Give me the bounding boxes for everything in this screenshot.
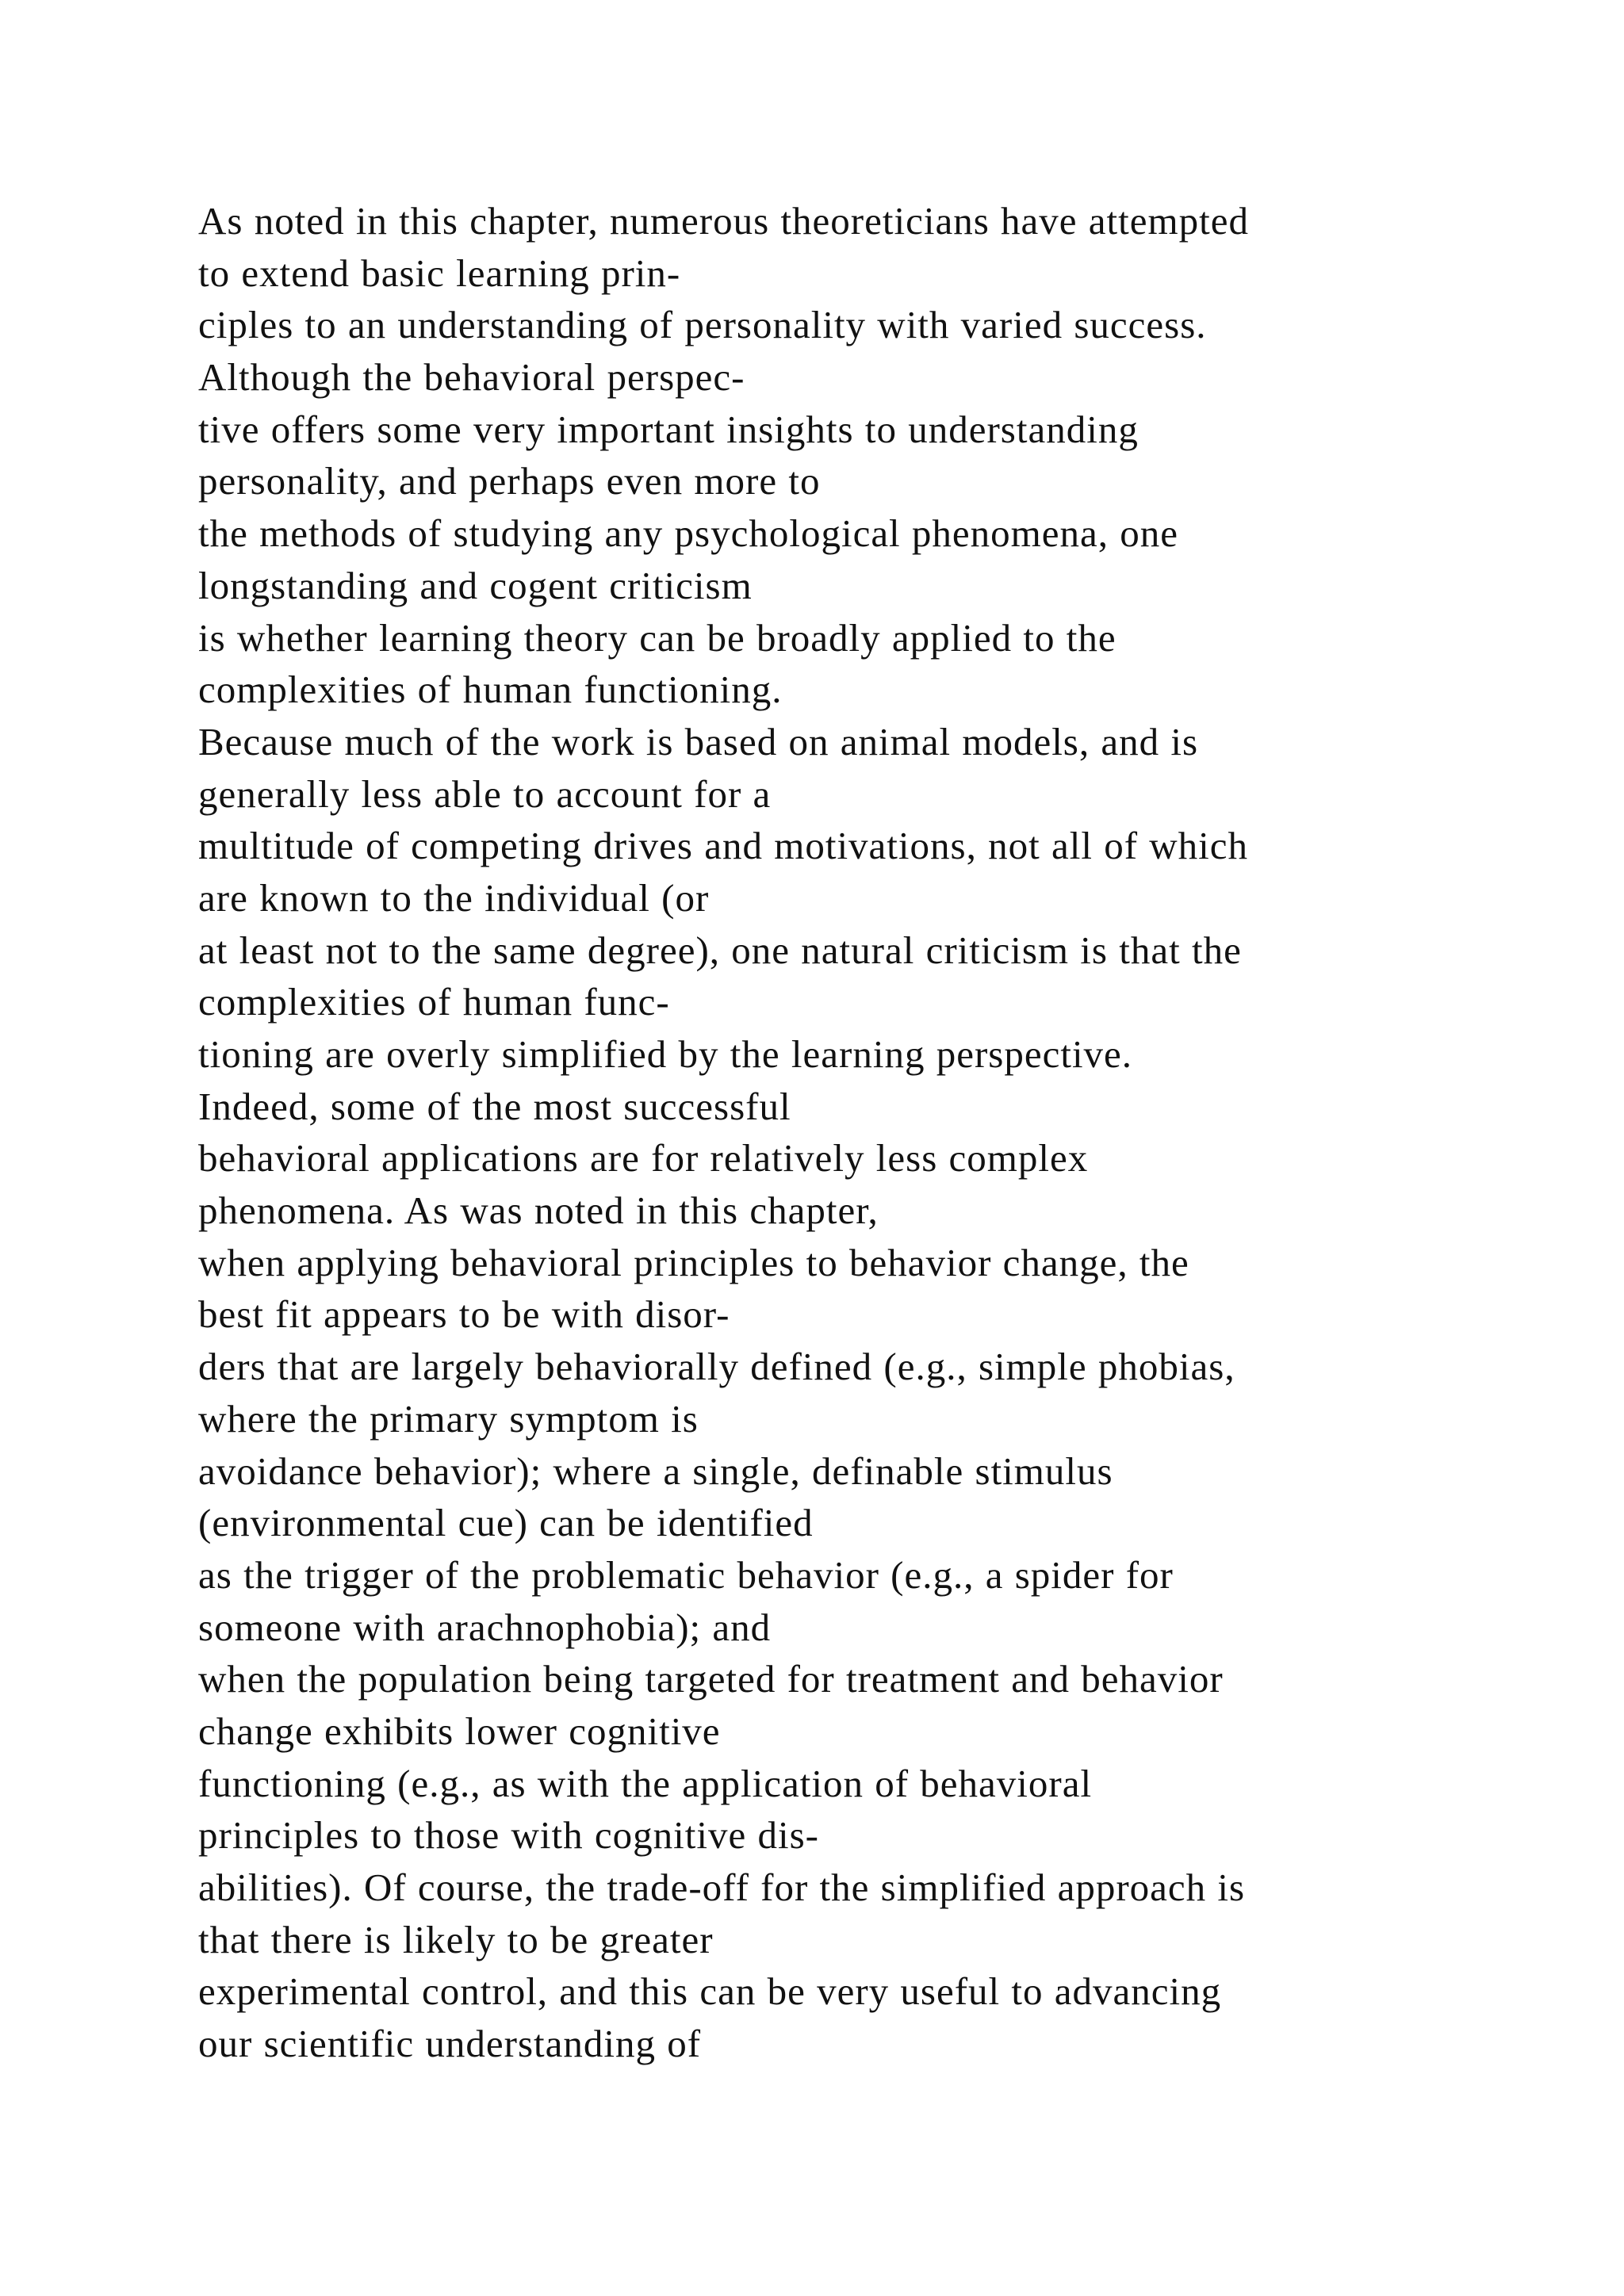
text-line: at least not to the same degree), one natural criticism is that the — [198, 928, 1242, 972]
text-line: change exhibits lower cognitive — [198, 1709, 721, 1753]
text-line: avoidance behavior); where a single, definable stimulus — [198, 1448, 1113, 1493]
text-line: someone with arachnophobia); and — [198, 1605, 772, 1649]
text-line: that there is likely to be greater — [198, 1917, 714, 1961]
text-line: principles to those with cognitive dis- — [198, 1813, 819, 1858]
text-line: functioning (e.g., as with the application of behavioral — [198, 1761, 1093, 1805]
text-line: experimental control, and this can be very useful to advancing — [198, 1969, 1222, 2014]
body-text — [198, 195, 1594, 2070]
text-line: abilities). Of course, the trade-off for the simplified approach is — [198, 1866, 1246, 1909]
text-line: phenomena. As was noted in this chapter, — [198, 1188, 879, 1233]
text-line: the methods of studying any psychological phenomena, one — [198, 511, 1179, 556]
text-line: best fit appears to be with disor- — [198, 1292, 730, 1337]
text-line: is whether learning theory can be broadly applied to the — [198, 615, 1116, 660]
text-line: Because much of the work is based on animal models, and is — [198, 719, 1199, 763]
text-line: behavioral applications are for relatively less complex — [198, 1136, 1089, 1181]
text-line: multitude of competing drives and motivations, not all of which — [198, 824, 1249, 868]
text-line: complexities of human functioning. — [198, 668, 783, 712]
text-line: As noted in this chapter, numerous theoreticians have attempted — [198, 199, 1249, 243]
text-line: personality, and perhaps even more to — [198, 459, 821, 503]
text-line: ciples to an understanding of personality with varied success. — [198, 303, 1207, 347]
text-line: when the population being targeted for treatment and behavior — [198, 1657, 1224, 1701]
text-line: Indeed, some of the most successful — [198, 1084, 791, 1128]
text-line: where the primary symptom is — [198, 1396, 699, 1441]
text-line: tive offers some very important insights to understanding — [198, 407, 1139, 451]
text-line: as the trigger of the problematic behavior (e.g., a spider for — [198, 1552, 1174, 1597]
text-line: to extend basic learning prin- — [198, 251, 681, 295]
text-line: complexities of human func- — [198, 980, 670, 1024]
text-line: ders that are largely behaviorally defined (e.g., simple phobias, — [198, 1345, 1235, 1389]
text-line: generally less able to account for a — [198, 771, 772, 816]
text-line: when applying behavioral principles to behavior change, the — [198, 1240, 1189, 1284]
text-line: Although the behavioral perspec- — [198, 355, 745, 400]
text-line: are known to the individual (or — [198, 875, 710, 920]
text-line: longstanding and cogent criticism — [198, 563, 753, 607]
text-line: (environmental cue) can be identified — [198, 1501, 814, 1545]
text-line: our scientific understanding of — [198, 2022, 702, 2066]
text-line: tioning are overly simplified by the learning perspective. — [198, 1032, 1133, 1076]
